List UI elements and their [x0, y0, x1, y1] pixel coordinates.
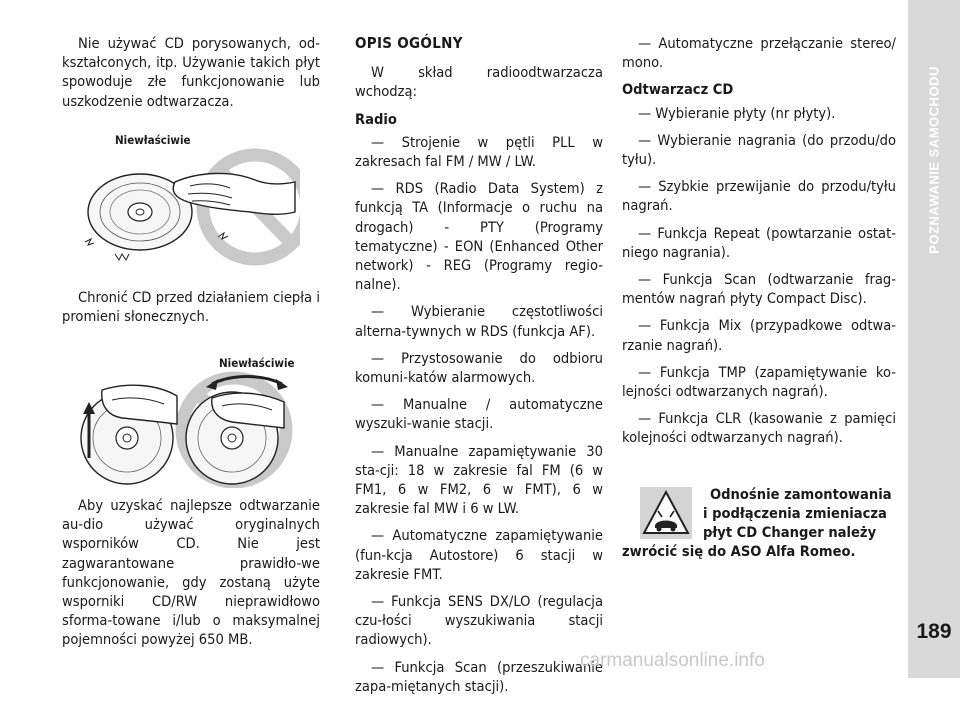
column-middle: [355, 34, 603, 704]
list-item: — Manualne zapamiętywanie 30 sta-cji: 18 w zakresie fal FM (6 w FM1, 6 w FM2, 6 w FMT), 6 w zakresie fal MW i 6 w LW.: [355, 442, 603, 518]
list-item: — Funkcja Mix (przypadkowe odtwa-rzanie nagrań).: [622, 317, 896, 354]
section-title: POZNAWANIE SAMOCHODU: [926, 66, 942, 254]
list-item: — Wybieranie nagrania (do przodu/do tyłu).: [622, 131, 896, 169]
list-item: — Funkcja TMP (zapamiętywanie ko-lejności odtwarzanych nagrań).: [622, 363, 896, 401]
warning-line-4: zwrócić się do ASO Alfa Romeo.: [622, 543, 856, 560]
radio-subheading: Radio: [355, 110, 397, 128]
list-item: — Szybkie przewijanie do przodu/tyłu nagrań.: [622, 178, 896, 215]
paragraph-original-media: Aby uzyskać najlepsze odtwarzanie au-dio używać oryginalnych wsporników CD. Nie jest zagwarantowane prawidło-we funkcjonowanie, gdy zostaną użyte wsporniki CD/RW nieprawidłowo sforma-towane i/lub o maksymalnej pojemności powyżej 650 MB.: [62, 497, 320, 649]
warning-line-2: i podłączenia zmieniacza: [703, 505, 887, 522]
list-item: — Automatyczne przełączanie stereo/ mono.: [622, 35, 896, 72]
list-item: — RDS (Radio Data System) z funkcją TA (Informacje o ruchu na drogach) - PTY (Programy tematyczne) - EON (Enhanced Other network) - REG (Programy regio-nalne).: [355, 180, 603, 294]
intro-text: W skład radioodtwarzacza wchodzą:: [355, 64, 603, 101]
cd-subheading: Odtwarzacz CD: [622, 81, 734, 99]
list-item: — Wybieranie częstotliwości alterna-tywnych w RDS (funkcja AF).: [355, 303, 603, 340]
list-item: — Funkcja Repeat (powtarzanie ostat-niego nagrania).: [622, 224, 896, 261]
figure1-label: Niewłaściwie: [115, 133, 191, 147]
list-item: — Funkcja Scan (odtwarzanie frag-mentów nagrań płyty Compact Disc).: [622, 271, 896, 308]
column-right: [622, 34, 896, 456]
figure2-label: Niewłaściwie: [219, 356, 295, 370]
list-item: — Przystosowanie do odbioru komuni-katów alarmowych.: [355, 349, 603, 387]
warning-line-1: Odnośnie zamontowania: [710, 486, 892, 503]
list-item: — Wybieranie płyty (nr płyty).: [638, 104, 836, 122]
watermark: carmanualsonline.info: [580, 650, 765, 671]
paragraph-heat-protection: Chronić CD przed działaniem ciepła i promieni słonecznych.: [62, 289, 320, 326]
list-item: — Funkcja SENS DX/LO (regulacja czu-łości wyszukiwania stacji radiowych).: [355, 593, 603, 649]
paragraph-scratched-cd: Nie używać CD porysowanych, od-kształconych, itp. Używanie takich płyt spowoduje złe funkcjonowanie lub uszkodzenie odtwarzacza.: [62, 35, 320, 110]
list-item: — Funkcja Scan (przeszukiwanie zapa-miętanych stacji).: [355, 658, 603, 695]
list-item: — Strojenie w pętli PLL w zakresach fal FM / MW / LW.: [355, 133, 603, 171]
figure-holding-cd-by-surface: [72, 370, 302, 488]
column-left-bottom: [62, 496, 320, 658]
list-item: — Funkcja CLR (kasowanie z pamięci kolejności odtwarzanych nagrań).: [622, 410, 896, 447]
warning-line-3: płyt CD Changer należy: [703, 524, 877, 541]
figure-hand-bending-cd: [80, 142, 300, 277]
column-left: [62, 34, 320, 119]
list-item: — Automatyczne zapamiętywanie (fun-kcja Autostore) 6 stacji w zakresie FMT.: [355, 527, 603, 583]
list-item: — Manualne / automatyczne wyszuki-wanie stacji.: [355, 396, 603, 433]
page-number: 189: [916, 620, 952, 643]
column-left-middle: [62, 288, 320, 334]
section-heading: OPIS OGÓLNY: [355, 34, 463, 52]
warning-triangle-icon: [640, 487, 692, 539]
